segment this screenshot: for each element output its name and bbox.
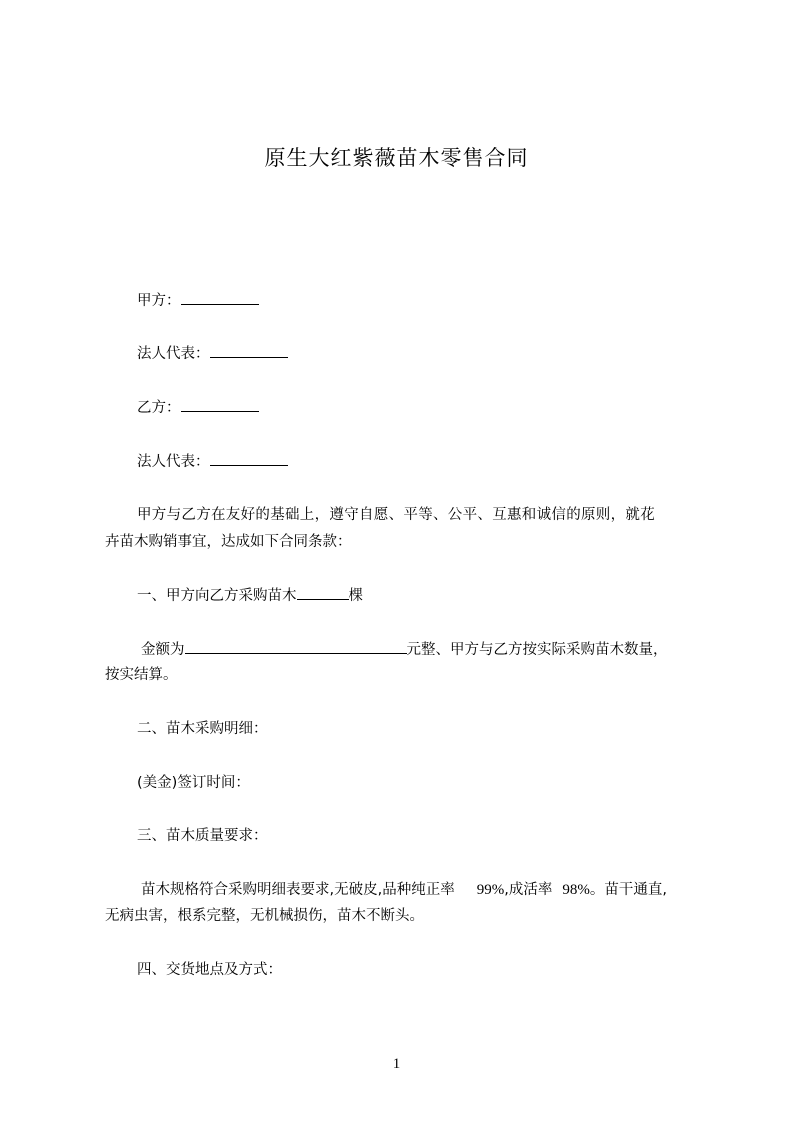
party-b-rep-line xyxy=(137,451,288,472)
party-b-line xyxy=(137,397,259,418)
party-a-line xyxy=(137,290,259,311)
party-a-rep-label: 法人代表： xyxy=(137,346,210,362)
intro-paragraph-line2: 卉苗木购销事宜，达成如下合同条款： xyxy=(105,534,352,550)
party-b-blank xyxy=(181,397,259,412)
amount-prefix: 金额为 xyxy=(141,642,185,658)
clause-1-suffix: 棵 xyxy=(348,588,363,604)
party-a-rep-blank xyxy=(210,343,288,358)
quality-text-part3: 。苗干通直, xyxy=(589,882,667,898)
quality-text-part2: ,成活率 xyxy=(504,882,553,898)
quality-text-part1: 苗木规格符合采购明细表要求,无破皮,品种纯正率 xyxy=(141,882,455,898)
clause-1-prefix: 一、甲方向乙方采购苗木 xyxy=(137,588,297,604)
party-b-label: 乙方： xyxy=(137,400,181,416)
sign-time-line: (美金)签订时间： xyxy=(137,775,250,791)
clause-4-heading: 四、交货地点及方式： xyxy=(137,962,282,978)
party-a-label: 甲方： xyxy=(137,293,181,309)
intro-paragraph-line1: 甲方与乙方在友好的基础上，遵守自愿、平等、公平、互惠和诚信的原则，就花 xyxy=(137,507,655,523)
amount-blank xyxy=(185,639,407,654)
party-a-blank xyxy=(181,290,259,305)
amount-line xyxy=(141,639,668,660)
party-a-rep-line xyxy=(137,343,288,364)
survival-rate: 98% xyxy=(562,882,590,898)
purity-rate: 99% xyxy=(476,882,505,898)
contract-title: 原生大红紫薇苗木零售合同 xyxy=(264,146,529,170)
clause-1-line xyxy=(137,585,363,606)
quantity-blank xyxy=(297,585,349,600)
amount-line2: 按实结算。 xyxy=(105,667,178,683)
quality-line1 xyxy=(141,880,667,900)
clause-2-heading: 二、苗木采购明细： xyxy=(137,721,268,737)
party-b-rep-blank xyxy=(210,451,288,466)
quality-line2: 无病虫害，根系完整，无机械损伤，苗木不断头。 xyxy=(105,908,424,924)
page-number: 1 xyxy=(392,1056,401,1072)
party-b-rep-label: 法人代表： xyxy=(137,454,210,470)
clause-3-heading: 三、苗木质量要求： xyxy=(137,828,268,844)
amount-suffix: 元整、甲方与乙方按实际采购苗木数量， xyxy=(406,642,668,658)
